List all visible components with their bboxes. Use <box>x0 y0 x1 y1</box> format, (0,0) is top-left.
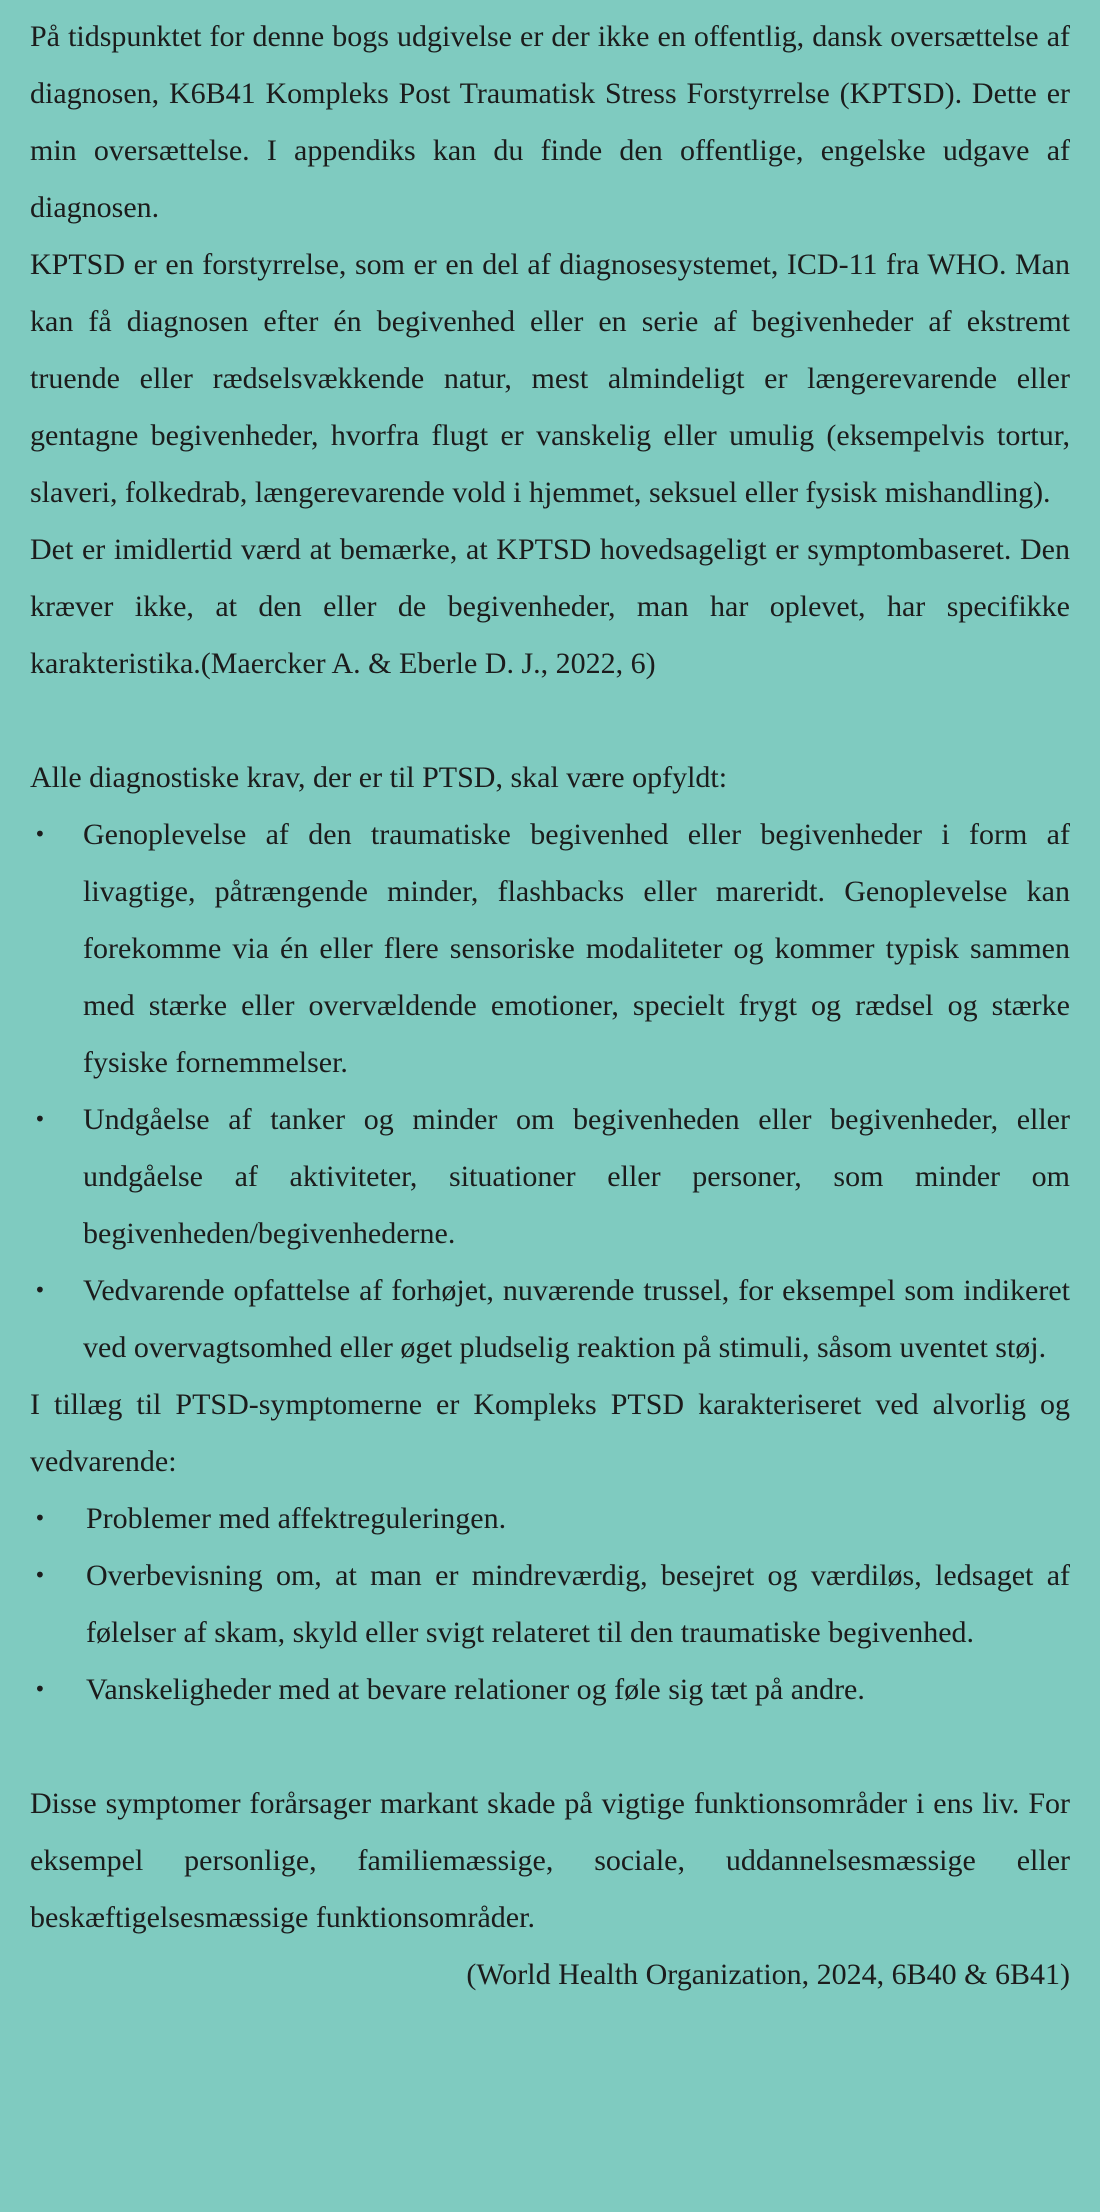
list-item <box>30 1091 1070 1262</box>
kptsd-symptoms-list <box>30 1490 1070 1718</box>
intro-paragraph-kptsd-definition: KPTSD er en forstyrrelse, som er en del af diagnosesystemet, ICD-11 fra WHO. Man kan få diagnosen efter én begivenhed eller en serie af begivenheder af ekstremt truende eller rædselsvækkende natur, mest almindeligt er længerevarende eller gentagne begivenheder, hvorfra flugt er vanskelig eller umulig (eksempelvis tortur, slaveri, folkedrab, længerevarende vold i hjemmet, seksuel eller fysisk mishandling). <box>30 248 1070 509</box>
list-item <box>30 806 1070 1091</box>
ptsd-requirements-list <box>30 806 1070 1376</box>
kptsd-additional-heading: I tillæg til PTSD-symptomerne er Kompleks PTSD karakteriseret ved alvorlig og vedvarende: <box>30 1388 1070 1478</box>
bullet-icon: • <box>34 1677 46 1701</box>
list-item-text: Overbevisning om, at man er mindreværdig, besejret og værdiløs, ledsaget af følelser af skam, skyld eller svigt relateret til den traumatiske begivenhed. <box>86 1559 1070 1649</box>
ptsd-requirements-heading: Alle diagnostiske krav, der er til PTSD, skal være opfyldt: <box>30 761 728 794</box>
bullet-icon: • <box>34 822 46 846</box>
closing-citation: (World Health Organization, 2024, 6B40 & 6B41) <box>466 1958 1070 1991</box>
list-item-text: Genoplevelse af den traumatiske begivenhed eller begivenheder i form af livagtige, påtrængende minder, flashbacks eller mareridt. Genoplevelse kan forekomme via én eller flere sensoriske modaliteter og kommer typisk sammen med stærke eller overvældende emotioner, specielt frygt og rædsel og stærke fysiske fornemmelser. <box>83 818 1070 1079</box>
paragraph-spacer <box>30 692 1070 749</box>
list-item <box>30 1490 1070 1547</box>
list-item <box>30 1262 1070 1376</box>
list-item-text: Problemer med affektreguleringen. <box>86 1502 507 1535</box>
intro-paragraph-symptom-based: Det er imidlertid værd at bemærke, at KPTSD hovedsageligt er symptombaseret. Den kræver ikke, at den eller de begivenheder, man har oplevet, har specifikke karakteristika.(Maercker A. & Eberle D. J., 2022, 6) <box>30 533 1070 680</box>
list-item <box>30 1661 1070 1718</box>
paragraph-spacer <box>30 1718 1070 1775</box>
list-item-text: Vedvarende opfattelse af forhøjet, nuværende trussel, for eksempel som indikeret ved overvagtsomhed eller øget pludselig reaktion på stimuli, såsom uventet støj. <box>83 1274 1070 1364</box>
bullet-icon: • <box>34 1278 46 1302</box>
bullet-icon: • <box>34 1506 46 1530</box>
bullet-icon: • <box>34 1563 46 1587</box>
list-item <box>30 1547 1070 1661</box>
list-item-text: Vanskeligheder med at bevare relationer og føle sig tæt på andre. <box>86 1673 865 1706</box>
list-item-text: Undgåelse af tanker og minder om begivenheden eller begivenheder, eller undgåelse af aktiviteter, situationer eller personer, som minder om begivenheden/begivenhederne. <box>83 1103 1070 1250</box>
intro-paragraph-translation-note: På tidspunktet for denne bogs udgivelse er der ikke en offentlig, dansk oversættelse af diagnosen, K6B41 Kompleks Post Traumatisk Stress Forstyrrelse (KPTSD). Dette er min oversættelse. I appendiks kan du finde den offentlige, engelske udgave af diagnosen. <box>30 20 1070 224</box>
bullet-icon: • <box>34 1107 46 1131</box>
closing-paragraph: Disse symptomer forårsager markant skade på vigtige funktionsområder i ens liv. For eksempel personlige, familiemæssige, sociale, uddannelsesmæssige eller beskæftigelsesmæssige funktionsområder. <box>30 1787 1070 1934</box>
